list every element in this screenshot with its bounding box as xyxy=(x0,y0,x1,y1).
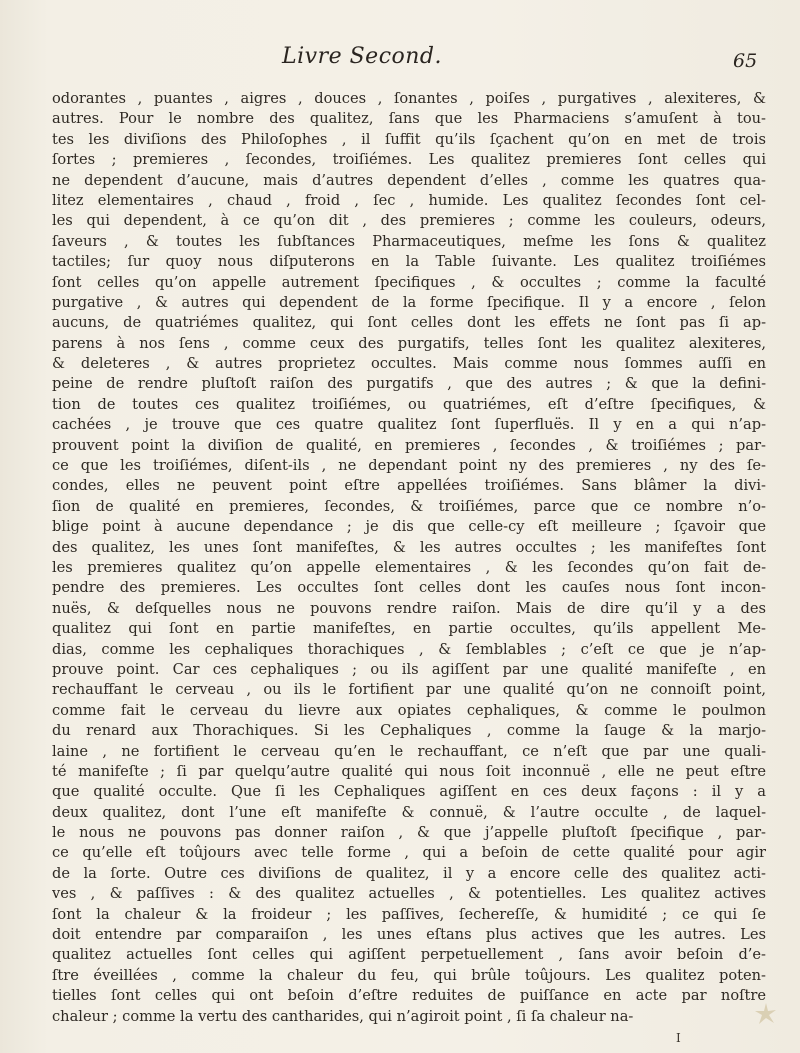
body-text xyxy=(52,89,766,1027)
text-line: que qualité occulte. Que ſi les Cephaliques agiſſent en ces deux façons : il y a xyxy=(52,783,766,801)
running-head xyxy=(0,40,800,74)
text-line: qualitez qui ſont en partie manifeſtes, en partie occultes, qu’ils appellent Me- xyxy=(52,620,766,638)
text-line: ſont la chaleur & la froideur ; les paſſives, ſechereſſe, & humidité ; ce qui ſe xyxy=(52,905,766,923)
text-line: ne dependent d’aucune, mais d’autres dependent d’elles , comme les quatres qua- xyxy=(52,171,766,189)
text-line: aucuns, de quatriémes qualitez, qui ſont celles dont les effets ne ſont pas ſi ap- xyxy=(52,314,766,332)
text-line: ves , & paſſives : & des qualitez actuelles , & potentielles. Les qualitez actives xyxy=(52,885,766,903)
text-line: laine , ne fortifient le cerveau qu’en le rechauffant, ce n’eſt que par une quali- xyxy=(52,742,766,760)
text-line: doit entendre par comparaiſon , les unes eſtans plus actives que les autres. Les xyxy=(52,926,766,944)
text-line: odorantes , puantes , aigres , douces , ſonantes , poiſes , purgatives , alexiteres, & xyxy=(52,90,766,107)
text-line: deux qualitez, dont l’une eſt manifeſte & connuë, & l’autre occulte , de laquel- xyxy=(52,803,766,821)
text-line: les qui dependent, à ce qu’on dit , des premieres ; comme les couleurs, odeurs, xyxy=(52,212,766,230)
text-line: blige point à aucune dependance ; je dis que celle-cy eſt meilleure ; ſçavoir que xyxy=(52,518,766,536)
text-line: des qualitez, les unes ſont manifeſtes, & les autres occultes ; les manifeſtes ſont xyxy=(52,538,766,556)
text-line: le nous ne pouvons pas donner raiſon , & que j’appelle pluſtoſt ſpecifique , par- xyxy=(52,824,766,842)
text-line: qualitez actuelles ſont celles qui agiſſent perpetuellement , ſans avoir beſoin d’e- xyxy=(52,946,766,964)
text-line: ce que les troiſiémes, diſent-ils , ne dependant point ny des premieres , ny des ſe- xyxy=(52,457,766,475)
text-line: peine de rendre pluſtoſt raiſon des purgatifs , que des autres ; & que la defini- xyxy=(52,375,766,393)
page-number: 65 xyxy=(733,50,758,72)
text-line: ſortes ; premieres , ſecondes, troiſiémes. Les qualitez premieres ſont celles qui xyxy=(52,151,766,169)
text-line: de la ſorte. Outre ces diviſions de qualitez, il y a encore celle des qualitez acti- xyxy=(52,864,766,882)
text-line: rechauffant le cerveau , ou ils le fortifient par une qualité qu’on ne connoiſt point, xyxy=(52,681,766,699)
text-line: les premieres qualitez qu’on appelle elementaires , & les ſecondes qu’on fait de- xyxy=(52,558,766,576)
text-line: tielles ſont celles qui ont beſoin d’eſtre reduites de puiſſance en acte par noſtre xyxy=(52,987,766,1005)
text-line: nuës, & deſquelles nous ne pouvons rendre raiſon. Mais de dire qu’il y a des xyxy=(52,599,766,617)
text-line: tes les diviſions des Philoſophes , il ſuffit qu’ils ſçachent qu’on en met de trois xyxy=(52,130,766,148)
text-line: chaleur ; comme la vertu des cantharides, qui n’agiroit point , ſi ſa chaleur na- xyxy=(52,1007,634,1025)
text-line: du renard aux Thorachiques. Si les Cephaliques , comme la ſauge & la marjo- xyxy=(52,722,766,740)
signature-mark: I xyxy=(676,1031,681,1045)
paper-stain xyxy=(752,1000,780,1028)
text-line: condes, elles ne peuvent point eſtre appellées troiſiémes. Sans blâmer la divi- xyxy=(52,477,766,495)
text-line: autres. Pour le nombre des qualitez, ſans que les Pharmaciens s’amuſent à tou- xyxy=(52,110,766,128)
text-line: ce qu’elle eſt toûjours avec telle forme , qui a beſoin de cette qualité pour agir xyxy=(52,844,766,862)
text-line: & deleteres , & autres proprietez occultes. Mais comme nous ſommes auſſi en xyxy=(52,355,766,373)
running-title: Livre Second. xyxy=(282,44,443,69)
text-line: té manifeſte ; ſi par quelqu’autre qualité qui nous ſoit inconnuë , elle ne peut eſtre xyxy=(52,762,766,780)
text-line: tactiles; ſur quoy nous diſputerons en la Table ſuivante. Les qualitez troiſiémes xyxy=(52,253,766,271)
text-line: dias, comme les cephaliques thorachiques , & ſemblables ; c’eſt ce que je n’ap- xyxy=(52,640,766,658)
text-line: prouve point. Car ces cephaliques ; ou ils agiſſent par une qualité manifeſte , en xyxy=(52,660,766,678)
text-line: parens à nos ſens , comme ceux des purgatifs, telles ſont les qualitez alexiteres, xyxy=(52,334,766,352)
text-line: ſaveurs , & toutes les ſubſtances Pharmaceutiques, meſme les ſons & qualitez xyxy=(52,232,766,250)
text-line: pendre des premieres. Les occultes ſont celles dont les cauſes nous ſont incon- xyxy=(52,579,766,597)
text-line: purgative , & autres qui dependent de la forme ſpecifique. Il y a encore , ſelon xyxy=(52,293,766,311)
text-line: cachées , je trouve que ces quatre qualitez ſont ſuperfluës. Il y en a qui n’ap- xyxy=(52,416,766,434)
text-line: ſont celles qu’on appelle autrement ſpecifiques , & occultes ; comme la faculté xyxy=(52,273,766,291)
text-line: prouvent point la diviſion de qualité, en premieres , ſecondes , & troiſiémes ; par- xyxy=(52,436,766,454)
text-line: tion de toutes ces qualitez troiſiémes, ou quatriémes, eſt d’eſtre ſpecifiques, & xyxy=(52,395,766,413)
text-line: ſtre éveillées , comme la chaleur du feu, qui brûle toûjours. Les qualitez poten- xyxy=(52,966,766,984)
text-line: ſion de qualité en premieres, ſecondes, & troiſiémes, parce que ce nombre n’o- xyxy=(52,497,766,515)
text-line: litez elementaires , chaud , froid , ſec , humide. Les qualitez ſecondes ſont cel- xyxy=(52,191,766,209)
text-line: comme fait le cerveau du lievre aux opiates cephaliques, & comme le poulmon xyxy=(52,701,766,719)
